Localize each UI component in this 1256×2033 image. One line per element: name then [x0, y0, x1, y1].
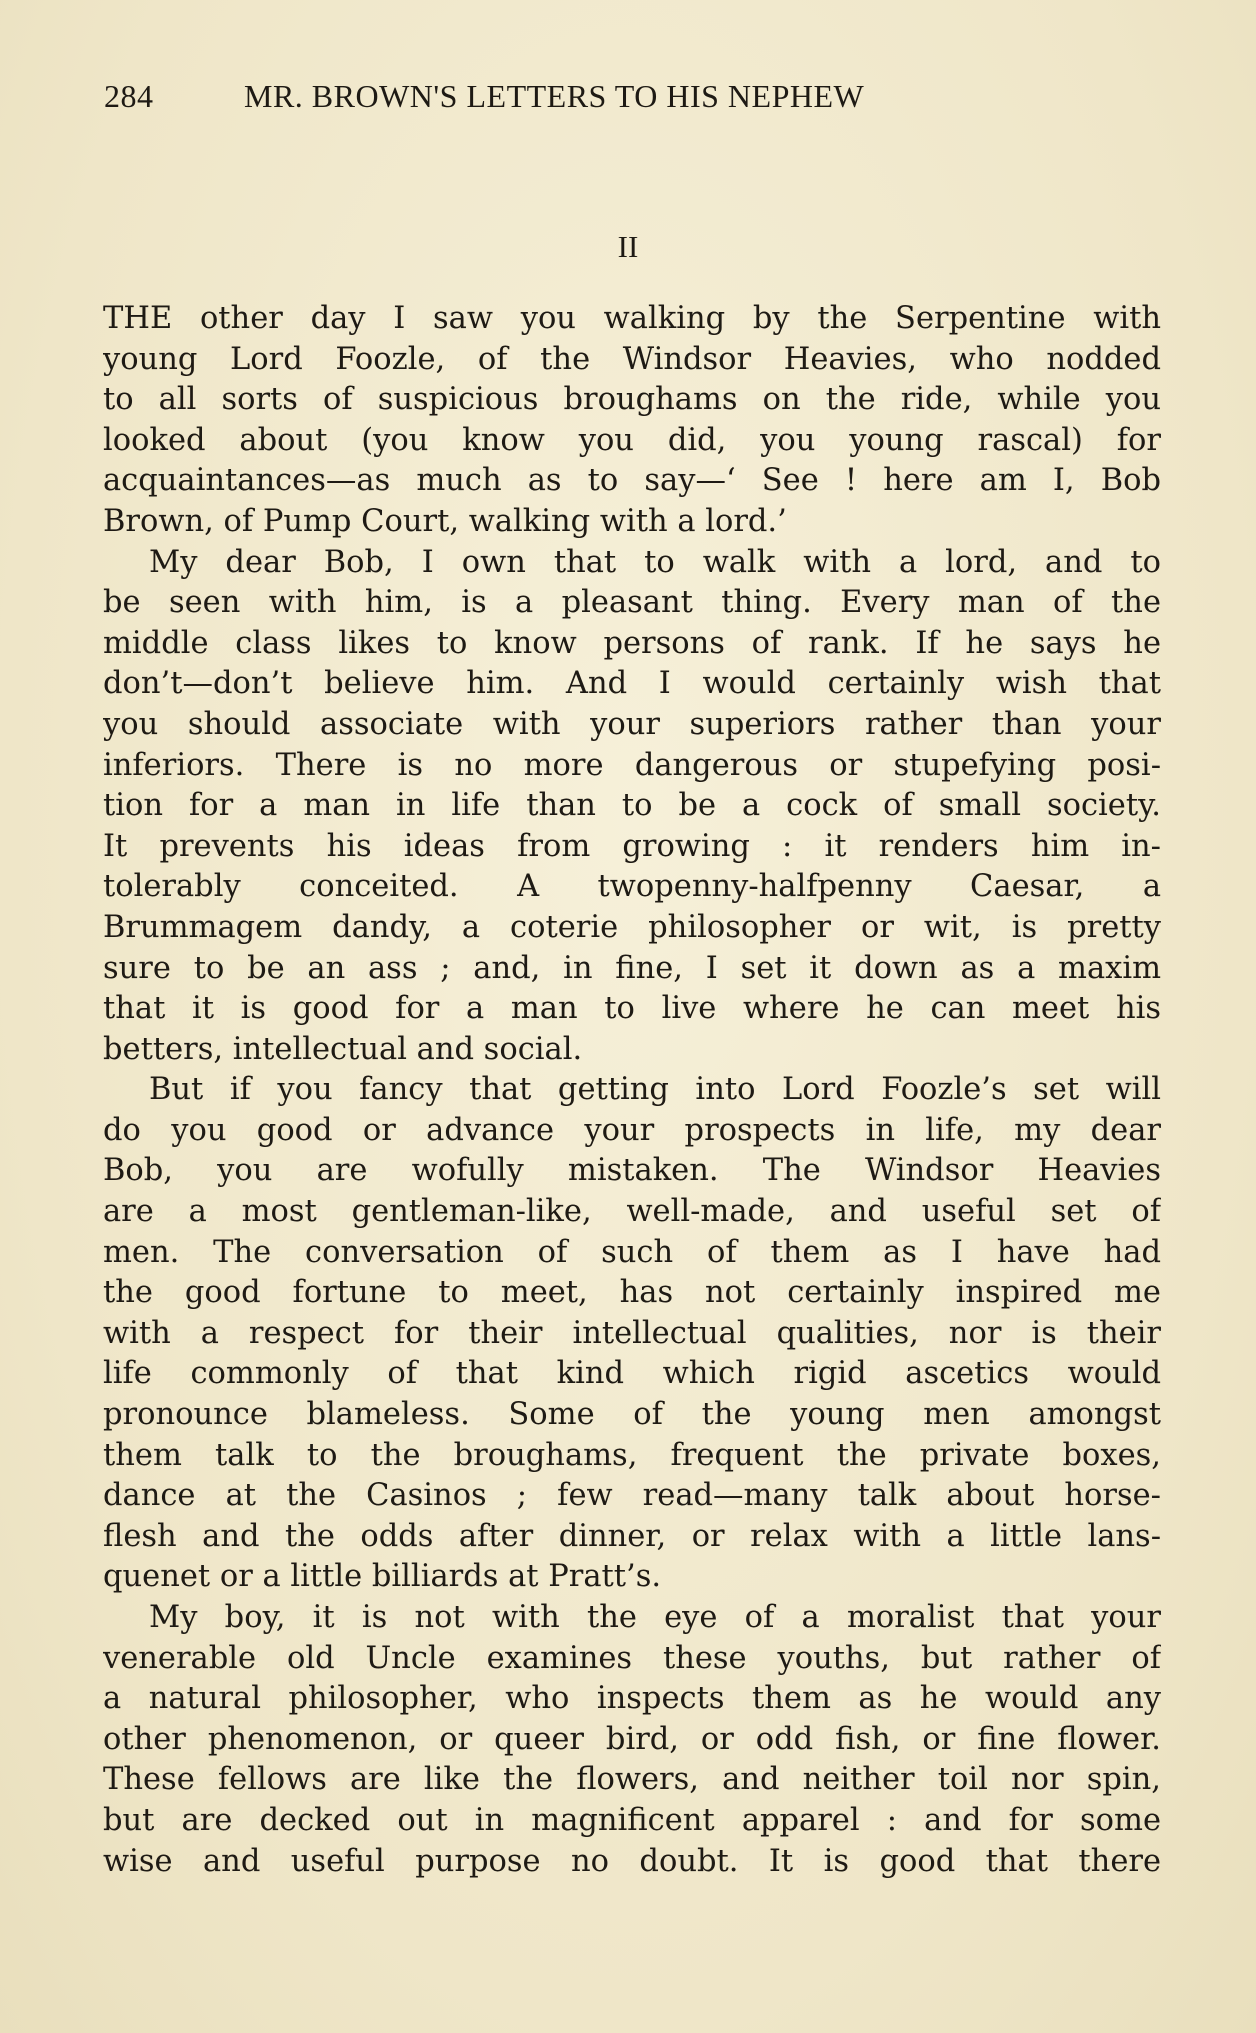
running-title: MR. BROWN'S LETTERS TO HIS NEPHEW [244, 78, 865, 114]
running-header [104, 74, 1164, 124]
text-line: other phenomenon, or queer bird, or odd fish, or fine flower. [103, 1721, 1161, 1757]
text-line: that it is good for a man to live where he can meet his [103, 991, 1161, 1027]
text-line: tolerably conceited. A twopenny-halfpenny Caesar, a [103, 869, 1161, 905]
text-line: middle class likes to know persons of rank. If he says he [103, 625, 1161, 661]
text-line: them talk to the broughams, frequent the private boxes, [103, 1437, 1161, 1473]
text-line: you should associate with your superiors rather than your [103, 706, 1161, 742]
text-line: It prevents his ideas from growing : it renders him in- [103, 828, 1161, 864]
text-line: THE other day I saw you walking by the Serpentine with [103, 301, 1161, 336]
text-line: be seen with him, is a pleasant thing. Every man of the [103, 585, 1161, 621]
text-line: My boy, it is not with the eye of a moralist that your [149, 1600, 1161, 1635]
text-line: young Lord Foozle, of the Windsor Heavies, who nodded [103, 341, 1161, 377]
text-line: tion for a man in life than to be a cock of small society. [103, 788, 1161, 824]
text-line: acquaintances—as much as to say—‘ See ! here am I, Bob [103, 463, 1161, 499]
text-line: pronounce blameless. Some of the young men amongst [103, 1397, 1161, 1433]
text-line: to all sorts of suspicious broughams on the ride, while you [103, 382, 1161, 418]
text-line: inferiors. There is no more dangerous or stupefying posi- [103, 747, 1161, 783]
text-line: looked about (you know you did, you young rascal) for [103, 422, 1161, 458]
text-line: life commonly of that kind which rigid ascetics would [103, 1356, 1161, 1392]
text-line: Brummagem dandy, a coterie philosopher or wit, is pretty [103, 909, 1161, 945]
text-line: betters, intellectual and social. [103, 1031, 583, 1067]
text-line: flesh and the odds after dinner, or relax with a little lans- [103, 1518, 1161, 1554]
chapter-number: II [617, 229, 639, 264]
text-line: wise and useful purpose no doubt. It is good that there [103, 1843, 1161, 1879]
text-line: But if you fancy that getting into Lord Foozle’s set will [149, 1072, 1161, 1108]
text-line: These fellows are like the flowers, and neither toil nor spin, [103, 1762, 1161, 1798]
text-line: Bob, you are wofully mistaken. The Windsor Heavies [103, 1153, 1161, 1189]
text-line: quenet or a little billiards at Pratt’s. [103, 1559, 662, 1595]
text-line: a natural philosopher, who inspects them as he would any [103, 1681, 1161, 1717]
text-line: sure to be an ass ; and, in fine, I set it down as a maxim [103, 950, 1161, 986]
text-line: are a most gentleman-like, well-made, and useful set of [103, 1194, 1161, 1230]
text-line: don’t—don’t believe him. And I would certainly wish that [103, 666, 1161, 702]
text-line: but are decked out in magnificent apparel : and for some [103, 1802, 1161, 1838]
text-line: do you good or advance your prospects in life, my dear [103, 1112, 1161, 1148]
page-number: 284 [104, 78, 154, 114]
text-line: Brown, of Pump Court, walking with a lord.’ [103, 503, 787, 539]
text-line: with a respect for their intellectual qualities, nor is their [103, 1315, 1161, 1351]
letter-body [103, 299, 1161, 1882]
text-line: My dear Bob, I own that to walk with a lord, and to [149, 544, 1161, 580]
text-line: dance at the Casinos ; few read—many talk about horse- [103, 1478, 1161, 1514]
text-line: venerable old Uncle examines these youths, but rather of [103, 1640, 1161, 1676]
text-line: men. The conversation of such of them as I have had [103, 1234, 1161, 1270]
text-line: the good fortune to meet, has not certainly inspired me [103, 1275, 1161, 1311]
